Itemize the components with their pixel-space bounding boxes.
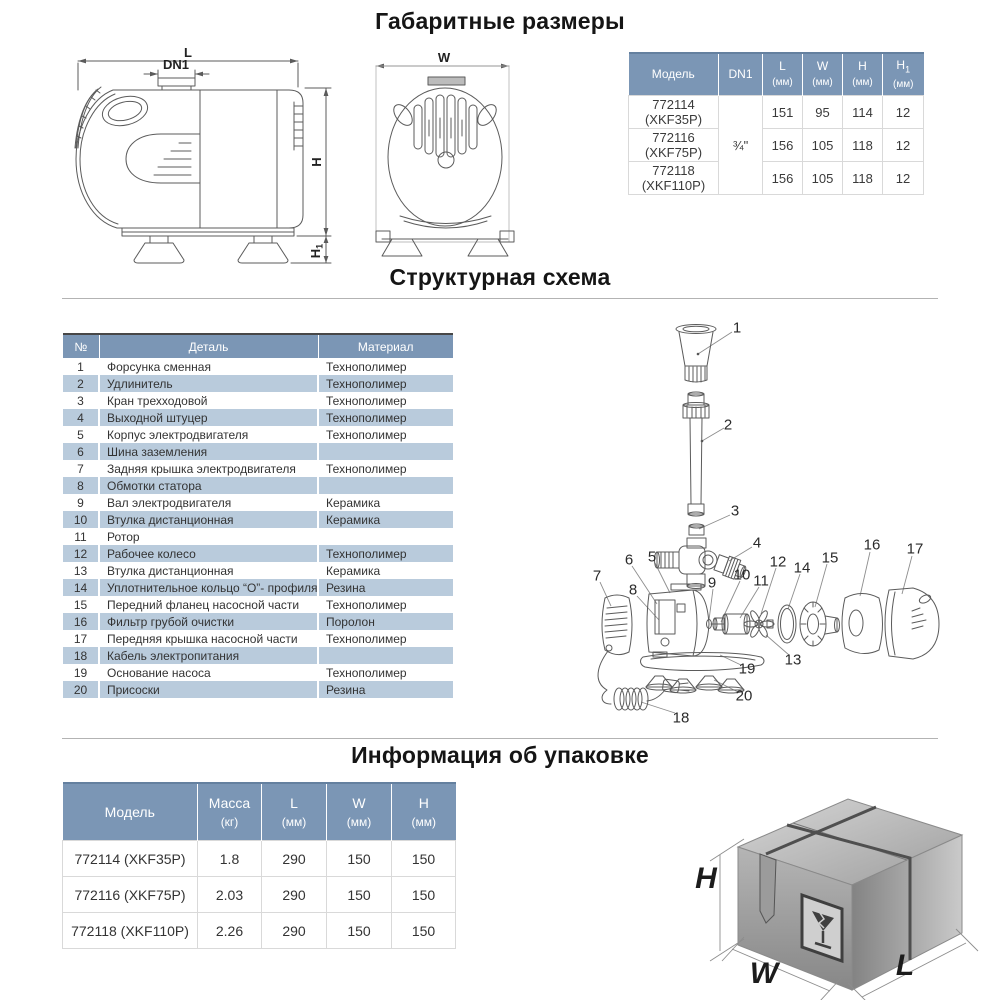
parts-table-row <box>63 409 453 426</box>
part-material-cell: Технополимер <box>318 392 453 409</box>
callout-13: 13 <box>784 651 802 669</box>
callout-19: 19 <box>738 660 756 678</box>
pack-mass-cell: 2.03 <box>198 877 262 913</box>
pack-w-cell: 150 <box>327 841 392 877</box>
part-material-cell: Керамика <box>318 494 453 511</box>
parts-table-row <box>63 375 453 392</box>
dimensions-table-row <box>629 96 924 129</box>
dims-header-l-unit: (мм) <box>772 77 793 89</box>
part-number-cell: 13 <box>63 562 99 579</box>
exploded-diagram <box>575 308 945 733</box>
callout-1: 1 <box>732 319 742 337</box>
part-20-suction-cups <box>646 676 744 693</box>
part-number-cell: 7 <box>63 460 99 477</box>
dims-header-w-unit: (мм) <box>812 77 833 89</box>
pack-h-cell: 150 <box>392 877 456 913</box>
callout-11: 11 <box>753 572 769 590</box>
parts-table-row <box>63 494 453 511</box>
pack-header-w-unit: (мм) <box>346 814 372 829</box>
pack-header-mass-unit: (кг) <box>220 814 239 829</box>
callout-6: 6 <box>624 551 634 569</box>
pack-header-w <box>327 783 392 841</box>
pack-model-cell: 772116 (XKF75P) <box>63 877 198 913</box>
label-dn1: DN1 <box>162 57 190 72</box>
callout-14: 14 <box>793 559 811 577</box>
label-h1: H1 <box>308 243 325 259</box>
packaging-table-row <box>63 841 456 877</box>
part-material-cell: Резина <box>318 579 453 596</box>
pack-header-mass <box>198 783 262 841</box>
callout-2: 2 <box>723 416 733 434</box>
dims-h-cell: 118 <box>843 129 883 162</box>
pack-l-cell: 290 <box>262 877 327 913</box>
part-material-cell: Технополимер <box>318 664 453 681</box>
package-box-drawing <box>680 785 1000 1000</box>
parts-table-row <box>63 443 453 460</box>
dims-header-h-label: H <box>858 59 867 74</box>
part-material-cell: Технополимер <box>318 426 453 443</box>
part-number-cell: 4 <box>63 409 99 426</box>
part-number-cell: 18 <box>63 647 99 664</box>
part-number-cell: 14 <box>63 579 99 596</box>
parts-table-row <box>63 358 453 375</box>
part-number-cell: 10 <box>63 511 99 528</box>
callout-5: 5 <box>647 548 657 566</box>
part-name-cell: Ротор <box>99 528 318 545</box>
part-material-cell: Технополимер <box>318 358 453 375</box>
dims-header-model: Модель <box>629 53 719 96</box>
part-name-cell: Рабочее колесо <box>99 545 318 562</box>
part-16-foam-filter <box>842 594 883 654</box>
part-number-cell: 12 <box>63 545 99 562</box>
pump-body-front <box>388 77 502 228</box>
part-number-cell: 2 <box>63 375 99 392</box>
part-name-cell: Присоски <box>99 681 318 698</box>
part-material-cell: Технополимер <box>318 545 453 562</box>
part-2-extension-tube <box>683 392 709 516</box>
dims-dn1-cell: ¾" <box>719 96 763 195</box>
pack-header-model: Модель <box>63 783 198 841</box>
part-number-cell: 15 <box>63 596 99 613</box>
pack-h-cell: 150 <box>392 913 456 949</box>
callout-16: 16 <box>863 536 881 554</box>
divider-line-bottom <box>62 738 938 739</box>
parts-table-row <box>63 545 453 562</box>
parts-table-row <box>63 477 453 494</box>
pack-l-cell: 290 <box>262 841 327 877</box>
part-9-13-shaft-rotor-impeller <box>707 610 775 639</box>
dims-header-l <box>763 53 803 96</box>
part-number-cell: 5 <box>63 426 99 443</box>
dims-h1-cell: 12 <box>883 162 924 195</box>
pack-header-l <box>262 783 327 841</box>
parts-table-row <box>63 647 453 664</box>
section-title-structure: Структурная схема <box>389 264 611 290</box>
callout-17: 17 <box>906 540 924 558</box>
dims-model-cell: 772116 (XKF75P) <box>629 129 719 162</box>
packaging-table <box>62 782 456 949</box>
callout-15: 15 <box>821 549 839 567</box>
section-title-packaging: Информация об упаковке <box>351 742 649 768</box>
pump-side-view-drawing <box>65 30 335 265</box>
part-5-6-motor-housing <box>647 584 709 657</box>
dims-h-cell: 114 <box>843 96 883 129</box>
part-number-cell: 19 <box>63 664 99 681</box>
packaging-table-row <box>63 877 456 913</box>
dims-h-cell: 118 <box>843 162 883 195</box>
callout-4: 4 <box>752 534 762 552</box>
dims-w-cell: 105 <box>803 162 843 195</box>
part-name-cell: Фильтр грубой очистки <box>99 613 318 630</box>
box-label-w: W <box>749 957 779 990</box>
part-number-cell: 20 <box>63 681 99 698</box>
dims-model-cell: 772118 (XKF110P) <box>629 162 719 195</box>
dims-model-cell: 772114 (XKF35P) <box>629 96 719 129</box>
section-title-dimensions: Габаритные размеры <box>375 8 625 34</box>
pack-h-cell: 150 <box>392 841 456 877</box>
part-7-rear-cover <box>602 595 632 655</box>
pack-header-h <box>392 783 456 841</box>
part-17-front-cover <box>885 588 939 659</box>
part-material-cell <box>318 477 453 494</box>
dims-header-h1-unit: (мм) <box>893 78 914 90</box>
callout-3: 3 <box>730 502 740 520</box>
dims-header-h1-label: H <box>896 57 906 72</box>
box-label-l: L <box>895 949 915 982</box>
dims-h1-cell: 12 <box>883 129 924 162</box>
part-name-cell: Выходной штуцер <box>99 409 318 426</box>
parts-table-row <box>63 392 453 409</box>
part-number-cell: 16 <box>63 613 99 630</box>
pack-header-mass-label: Масса <box>208 794 251 811</box>
dims-header-h1 <box>883 53 924 96</box>
part-material-cell: Технополимер <box>318 596 453 613</box>
part-name-cell: Обмотки статора <box>99 477 318 494</box>
part-name-cell: Удлинитель <box>99 375 318 392</box>
part-name-cell: Втулка дистанционная <box>99 562 318 579</box>
callout-12: 12 <box>769 553 787 571</box>
part-material-cell: Керамика <box>318 511 453 528</box>
parts-table-body <box>63 358 453 698</box>
part-number-cell: 8 <box>63 477 99 494</box>
part-material-cell: Технополимер <box>318 460 453 477</box>
callout-20: 20 <box>735 687 753 705</box>
parts-header-material: Материал <box>318 334 453 358</box>
suction-feet-side <box>122 228 294 263</box>
pack-l-cell: 290 <box>262 913 327 949</box>
part-number-cell: 3 <box>63 392 99 409</box>
part-15-front-flange <box>800 602 840 646</box>
part-number-cell: 17 <box>63 630 99 647</box>
exploded-diagram-drawing <box>575 308 945 733</box>
pack-mass-cell: 1.8 <box>198 841 262 877</box>
packaging-table-row <box>63 913 456 949</box>
part-name-cell: Задняя крышка электродвигателя <box>99 460 318 477</box>
dimensions-table-row <box>629 162 924 195</box>
dims-header-l-label: L <box>779 59 786 74</box>
box-label-h: H <box>695 862 717 895</box>
pump-front-view-drawing <box>370 48 520 263</box>
part-name-cell: Передний фланец насосной части <box>99 596 318 613</box>
dims-w-cell: 105 <box>803 129 843 162</box>
packaging-table-body <box>63 841 456 949</box>
parts-header-part: Деталь <box>99 334 318 358</box>
dims-l-cell: 151 <box>763 96 803 129</box>
dims-l-cell: 156 <box>763 162 803 195</box>
dims-header-dn1: DN1 <box>719 53 763 96</box>
callout-18: 18 <box>672 709 690 727</box>
dims-header-h1-sub: 1 <box>905 64 911 75</box>
divider-line-top <box>62 298 938 299</box>
callout-7: 7 <box>592 567 602 585</box>
part-material-cell: Резина <box>318 681 453 698</box>
pack-header-h-label: H <box>418 794 429 811</box>
pump-body-side <box>75 78 303 228</box>
dimensions-table-body <box>629 96 924 195</box>
pack-header-h-unit: (мм) <box>411 814 436 829</box>
parts-table-row <box>63 613 453 630</box>
part-name-cell: Передняя крышка насосной части <box>99 630 318 647</box>
part-1-nozzle <box>676 325 716 383</box>
pack-header-l-unit: (мм) <box>281 814 307 829</box>
parts-table-row <box>63 528 453 545</box>
pack-mass-cell: 2.26 <box>198 913 262 949</box>
parts-table-row <box>63 426 453 443</box>
part-material-cell <box>318 528 453 545</box>
dims-h1-cell: 12 <box>883 96 924 129</box>
part-material-cell: Технополимер <box>318 630 453 647</box>
suction-feet-front <box>376 231 514 256</box>
parts-table-row <box>63 511 453 528</box>
pack-model-cell: 772118 (XKF110P) <box>63 913 198 949</box>
part-material-cell <box>318 647 453 664</box>
parts-table-row <box>63 681 453 698</box>
part-name-cell: Кабель электропитания <box>99 647 318 664</box>
part-name-cell: Уплотнительное кольцо “О”- профиля <box>99 579 318 596</box>
pack-w-cell: 150 <box>327 877 392 913</box>
label-h: H <box>309 157 324 167</box>
dims-header-h-unit: (мм) <box>852 77 873 89</box>
part-number-cell: 6 <box>63 443 99 460</box>
parts-header-num: № <box>63 334 99 358</box>
packaging-table-header-row <box>63 783 456 841</box>
parts-table-row <box>63 630 453 647</box>
pack-header-w-label: W <box>352 794 366 811</box>
pack-header-l-label: L <box>290 794 298 811</box>
part-name-cell: Основание насоса <box>99 664 318 681</box>
parts-table-row <box>63 596 453 613</box>
label-l: L <box>184 45 192 60</box>
callout-10: 10 <box>733 566 751 584</box>
pack-model-cell: 772114 (XKF35P) <box>63 841 198 877</box>
part-material-cell <box>318 443 453 460</box>
dims-w-cell: 95 <box>803 96 843 129</box>
parts-table-row <box>63 664 453 681</box>
part-material-cell: Поролон <box>318 613 453 630</box>
part-18-power-cable <box>598 651 689 710</box>
dims-header-w-label: W <box>816 59 829 74</box>
part-name-cell: Шина заземления <box>99 443 318 460</box>
parts-table-header-row <box>63 334 453 358</box>
part-material-cell: Технополимер <box>318 409 453 426</box>
part-name-cell: Кран трехходовой <box>99 392 318 409</box>
part-number-cell: 11 <box>63 528 99 545</box>
dims-l-cell: 156 <box>763 129 803 162</box>
part-14-o-ring <box>778 605 796 643</box>
dimensions-table <box>628 52 924 195</box>
part-name-cell: Вал электродвигателя <box>99 494 318 511</box>
part-number-cell: 9 <box>63 494 99 511</box>
parts-table-row <box>63 579 453 596</box>
parts-table-row <box>63 460 453 477</box>
label-w: W <box>437 50 451 65</box>
part-8-stator-windings <box>655 600 675 634</box>
pack-w-cell: 150 <box>327 913 392 949</box>
parts-table <box>63 333 453 698</box>
dims-header-w <box>803 53 843 96</box>
dimensions-table-header-row <box>629 53 924 96</box>
callout-8: 8 <box>628 581 638 599</box>
part-name-cell: Корпус электродвигателя <box>99 426 318 443</box>
part-material-cell: Керамика <box>318 562 453 579</box>
callout-9: 9 <box>707 574 717 592</box>
dimensions-table-row <box>629 129 924 162</box>
box-strap-torn-end <box>760 854 776 923</box>
part-name-cell: Втулка дистанционная <box>99 511 318 528</box>
dims-header-h <box>843 53 883 96</box>
part-number-cell: 1 <box>63 358 99 375</box>
parts-table-row <box>63 562 453 579</box>
part-material-cell: Технополимер <box>318 375 453 392</box>
part-name-cell: Форсунка сменная <box>99 358 318 375</box>
